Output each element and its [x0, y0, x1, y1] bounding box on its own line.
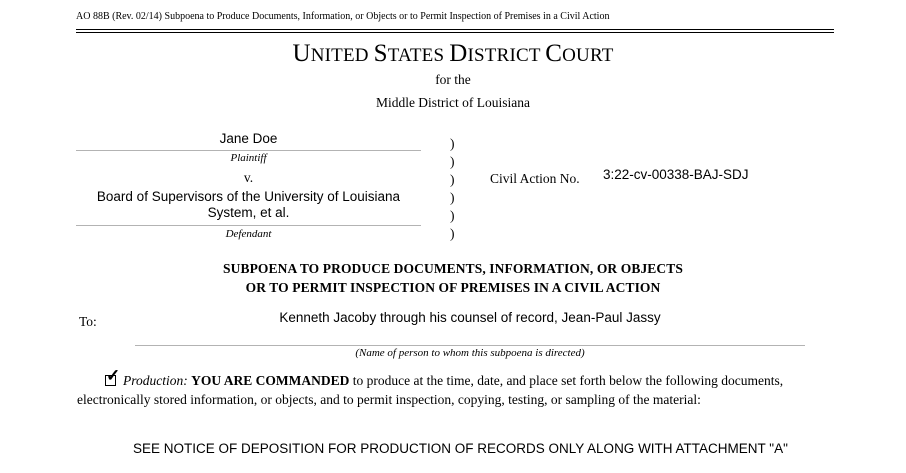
defendant-name-line1: Board of Supervisors of the University of Louisiana [96, 189, 401, 204]
court-title: UNITED STATES DISTRICT COURT [292, 40, 614, 67]
for-the-text: for the [435, 72, 471, 87]
production-text: to produce at the time, date, and place set forth below the following documents, electronically stored information, or objects, and to permit inspection, copying, testing, or sampling of the material: [77, 373, 784, 407]
subpoena-title-line2: OR TO PERMIT INSPECTION OF PREMISES IN A CIVIL ACTION [245, 280, 661, 295]
production-label: Production: [123, 373, 188, 388]
plaintiff-role: Plaintiff [230, 152, 267, 164]
caption-paren: ) [450, 190, 455, 205]
header-rule-thick [76, 32, 834, 33]
header-rule-thin [76, 29, 834, 30]
production-paragraph [77, 366, 819, 409]
plaintiff-rule [76, 150, 421, 151]
caption-paren: ) [450, 208, 455, 223]
checkmark-icon: ✓ [106, 366, 121, 385]
defendant-rule [76, 225, 421, 226]
commanded-text: YOU ARE COMMANDED [191, 373, 350, 388]
production-description: SEE NOTICE OF DEPOSITION FOR PRODUCTION OF RECORDS ONLY ALONG WITH ATTACHMENT "A" [133, 441, 788, 456]
caption-paren: ) [450, 226, 455, 241]
civil-action-label: Civil Action No. [490, 171, 580, 186]
subpoena-title-line1: SUBPOENA TO PRODUCE DOCUMENTS, INFORMATION, OR OBJECTS [223, 261, 683, 276]
caption-paren: ) [450, 136, 455, 151]
recipient-name: Kenneth Jacoby through his counsel of record, Jean-Paul Jassy [279, 310, 661, 325]
caption-paren: ) [450, 154, 455, 169]
defendant-role: Defendant [225, 228, 272, 240]
caption-paren: ) [450, 172, 455, 187]
form-number-header: AO 88B (Rev. 02/14) Subpoena to Produce Documents, Information, or Objects or to Permit Inspection of Premises in a Civil Action [76, 11, 610, 22]
recipient-note: (Name of person to whom this subpoena is directed) [355, 347, 585, 359]
to-label: To: [79, 314, 97, 329]
defendant-name-line2: System, et al. [207, 205, 290, 220]
recipient-rule [135, 345, 805, 346]
case-number: 3:22-cv-00338-BAJ-SDJ [603, 167, 749, 182]
district-name: Middle District of Louisiana [375, 95, 531, 110]
production-checkbox[interactable] [105, 366, 121, 386]
versus-text: v. [243, 170, 254, 185]
plaintiff-name: Jane Doe [219, 131, 278, 146]
